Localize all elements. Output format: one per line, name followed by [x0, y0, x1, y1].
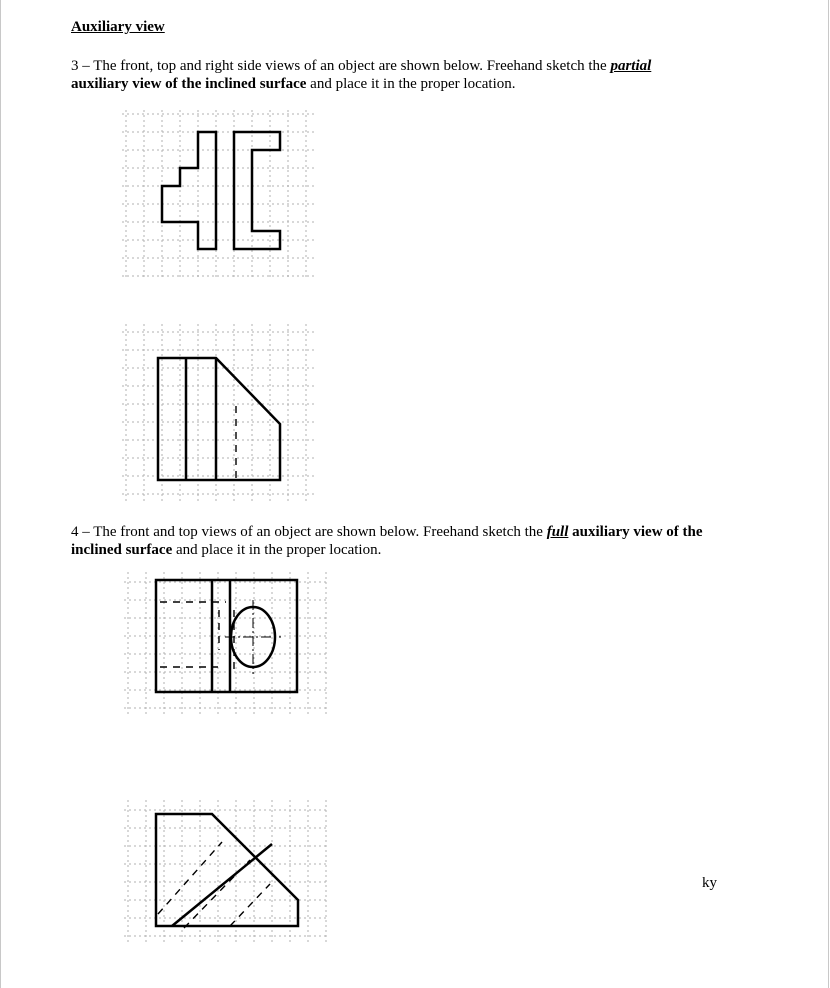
- page-border-left: [0, 0, 1, 988]
- question-3-number: 3: [71, 58, 79, 74]
- question-4-text-a: – The front and top views of an object are shown below. Freehand sketch the: [78, 524, 547, 540]
- margin-note: ky: [702, 875, 717, 891]
- question-4-text: [71, 523, 771, 559]
- q4-top-view: [122, 570, 332, 720]
- q3-front-view-grid: [122, 324, 316, 504]
- q3-top-view: [120, 108, 320, 283]
- q4-front-outline: [156, 814, 298, 926]
- q4-front-view: [122, 798, 332, 948]
- page-border-right: [828, 0, 829, 988]
- q4-front-inclined-edge: [172, 844, 272, 926]
- q3-front-view: [120, 322, 320, 507]
- question-4-keyword: full: [546, 524, 569, 540]
- question-3-bold-text: auxiliary view of the inclined surface: [71, 76, 307, 92]
- question-3-text: [71, 57, 771, 93]
- q3-top-view-grid: [122, 110, 316, 280]
- question-4-number: 4: [71, 524, 79, 540]
- section-heading: Auxiliary view: [71, 19, 165, 35]
- question-4-bold-text-2: inclined surface: [71, 542, 173, 558]
- question-3-text-end: and place it in the proper location.: [306, 76, 516, 92]
- question-3-text-a: – The front, top and right side views of an object are shown below. Freehand sketch the: [78, 58, 611, 74]
- q4-front-hidden-1: [158, 842, 222, 914]
- question-4-bold-text-1: auxiliary view of the: [568, 524, 703, 540]
- q3-top-channel: [234, 132, 280, 249]
- question-4-text-end: and place it in the proper location.: [172, 542, 382, 558]
- q3-front-outline: [158, 358, 280, 480]
- question-3-keyword: partial: [610, 58, 652, 74]
